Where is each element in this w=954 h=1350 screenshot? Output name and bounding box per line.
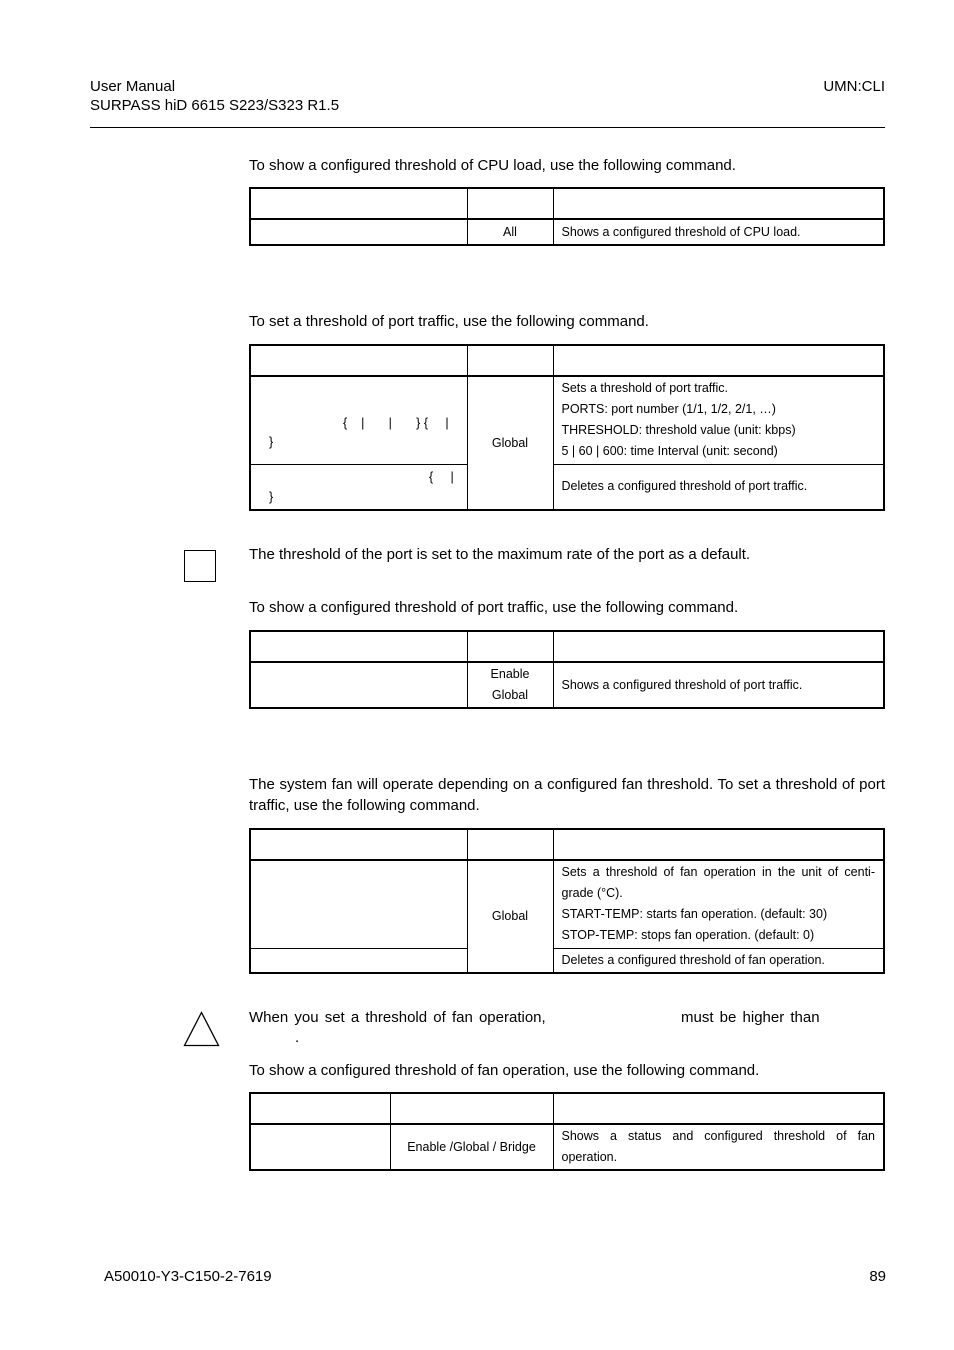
fan-set-intro: The system fan will operate depending on a configured fan threshold. To set a threshold of port traffic, use the following command. xyxy=(249,776,885,814)
mode-cell: All xyxy=(467,219,553,245)
cpu-show-intro: To show a configured threshold of CPU load, use the following command. xyxy=(249,157,736,174)
description-cell: Shows a status and configured threshold of fan operation. xyxy=(553,1124,884,1170)
footer-page-number: 89 xyxy=(869,1268,886,1285)
command-cell xyxy=(250,376,467,464)
description-cell: Deletes a configured threshold of port traffic. xyxy=(553,464,884,510)
description-cell: Shows a configured threshold of port traffic. xyxy=(553,662,884,708)
table-row xyxy=(250,948,884,973)
syntax-fragment: } xyxy=(269,435,274,449)
table-row xyxy=(250,219,884,245)
fan-show-intro: To show a configured threshold of fan operation, use the following command. xyxy=(249,1062,760,1079)
description-line: Sets a threshold of port traffic. xyxy=(561,381,729,396)
syntax-fragment: { | | } { | xyxy=(343,416,449,430)
port-show-intro: To show a configured threshold of port traffic, use the following command. xyxy=(249,599,739,616)
header-product-label: SURPASS hiD 6615 S223/S323 R1.5 xyxy=(90,97,340,114)
command-cell xyxy=(250,948,467,973)
description-line: Sets a threshold of fan operation in the unit of centi-grade (°C). xyxy=(561,865,875,901)
note-text: The threshold of the port is set to the maximum rate of the port as a default. xyxy=(249,546,751,563)
table-header-row xyxy=(250,1093,884,1124)
description-line: 5 | 60 | 600: time Interval (unit: second) xyxy=(561,444,778,459)
table-header-row xyxy=(250,188,884,219)
warning-triangle-icon xyxy=(183,1011,220,1047)
table-header-row xyxy=(250,345,884,376)
header-rule xyxy=(90,127,885,128)
port-show-table xyxy=(249,630,885,709)
description-line: STOP-TEMP: stops fan operation. (default: 0) xyxy=(561,928,815,943)
note-icon xyxy=(184,550,216,582)
description-cell xyxy=(553,376,884,464)
fan-set-table xyxy=(249,828,885,974)
table-row xyxy=(250,1124,884,1170)
caution-text-part3: . xyxy=(295,1029,300,1046)
table-header-row xyxy=(250,829,884,860)
caution-text-part2: must be higher than xyxy=(681,1009,820,1026)
table-row xyxy=(250,662,884,708)
command-cell xyxy=(250,1124,390,1170)
mode-cell xyxy=(467,662,553,708)
mode-cell: Global xyxy=(467,376,553,510)
port-set-table xyxy=(249,344,885,511)
caution-text-part1: When you set a threshold of fan operation, xyxy=(249,1009,546,1026)
table-header-row xyxy=(250,631,884,662)
description-cell xyxy=(553,860,884,948)
command-cell xyxy=(250,860,467,948)
description-line: PORTS: port number (1/1, 1/2, 2/1, …) xyxy=(561,402,776,417)
table-row xyxy=(250,376,884,464)
header-manual-label: User Manual xyxy=(90,78,176,95)
description-cell: Deletes a configured threshold of fan operation. xyxy=(553,948,884,973)
description-cell: Shows a configured threshold of CPU load. xyxy=(553,219,884,245)
port-set-intro: To set a threshold of port traffic, use the following command. xyxy=(249,313,649,330)
description-line: START-TEMP: starts fan operation. (default: 30) xyxy=(561,907,828,922)
syntax-fragment: } xyxy=(269,489,274,504)
footer-doc-id: A50010-Y3-C150-2-7619 xyxy=(104,1268,272,1285)
table-row xyxy=(250,860,884,948)
cpu-show-table xyxy=(249,187,885,246)
header-section-label: UMN:CLI xyxy=(823,78,885,95)
command-cell xyxy=(250,464,467,510)
mode-line: Global xyxy=(491,688,529,702)
syntax-fragment: { | xyxy=(429,469,454,484)
table-row xyxy=(250,464,884,510)
mode-cell: Global xyxy=(467,860,553,973)
command-cell xyxy=(250,662,467,708)
mode-cell: Enable /Global / Bridge xyxy=(390,1124,553,1170)
command-cell xyxy=(250,219,467,245)
description-line: THRESHOLD: threshold value (unit: kbps) xyxy=(561,423,796,438)
fan-show-table xyxy=(249,1092,885,1171)
mode-line: Enable xyxy=(490,667,530,681)
